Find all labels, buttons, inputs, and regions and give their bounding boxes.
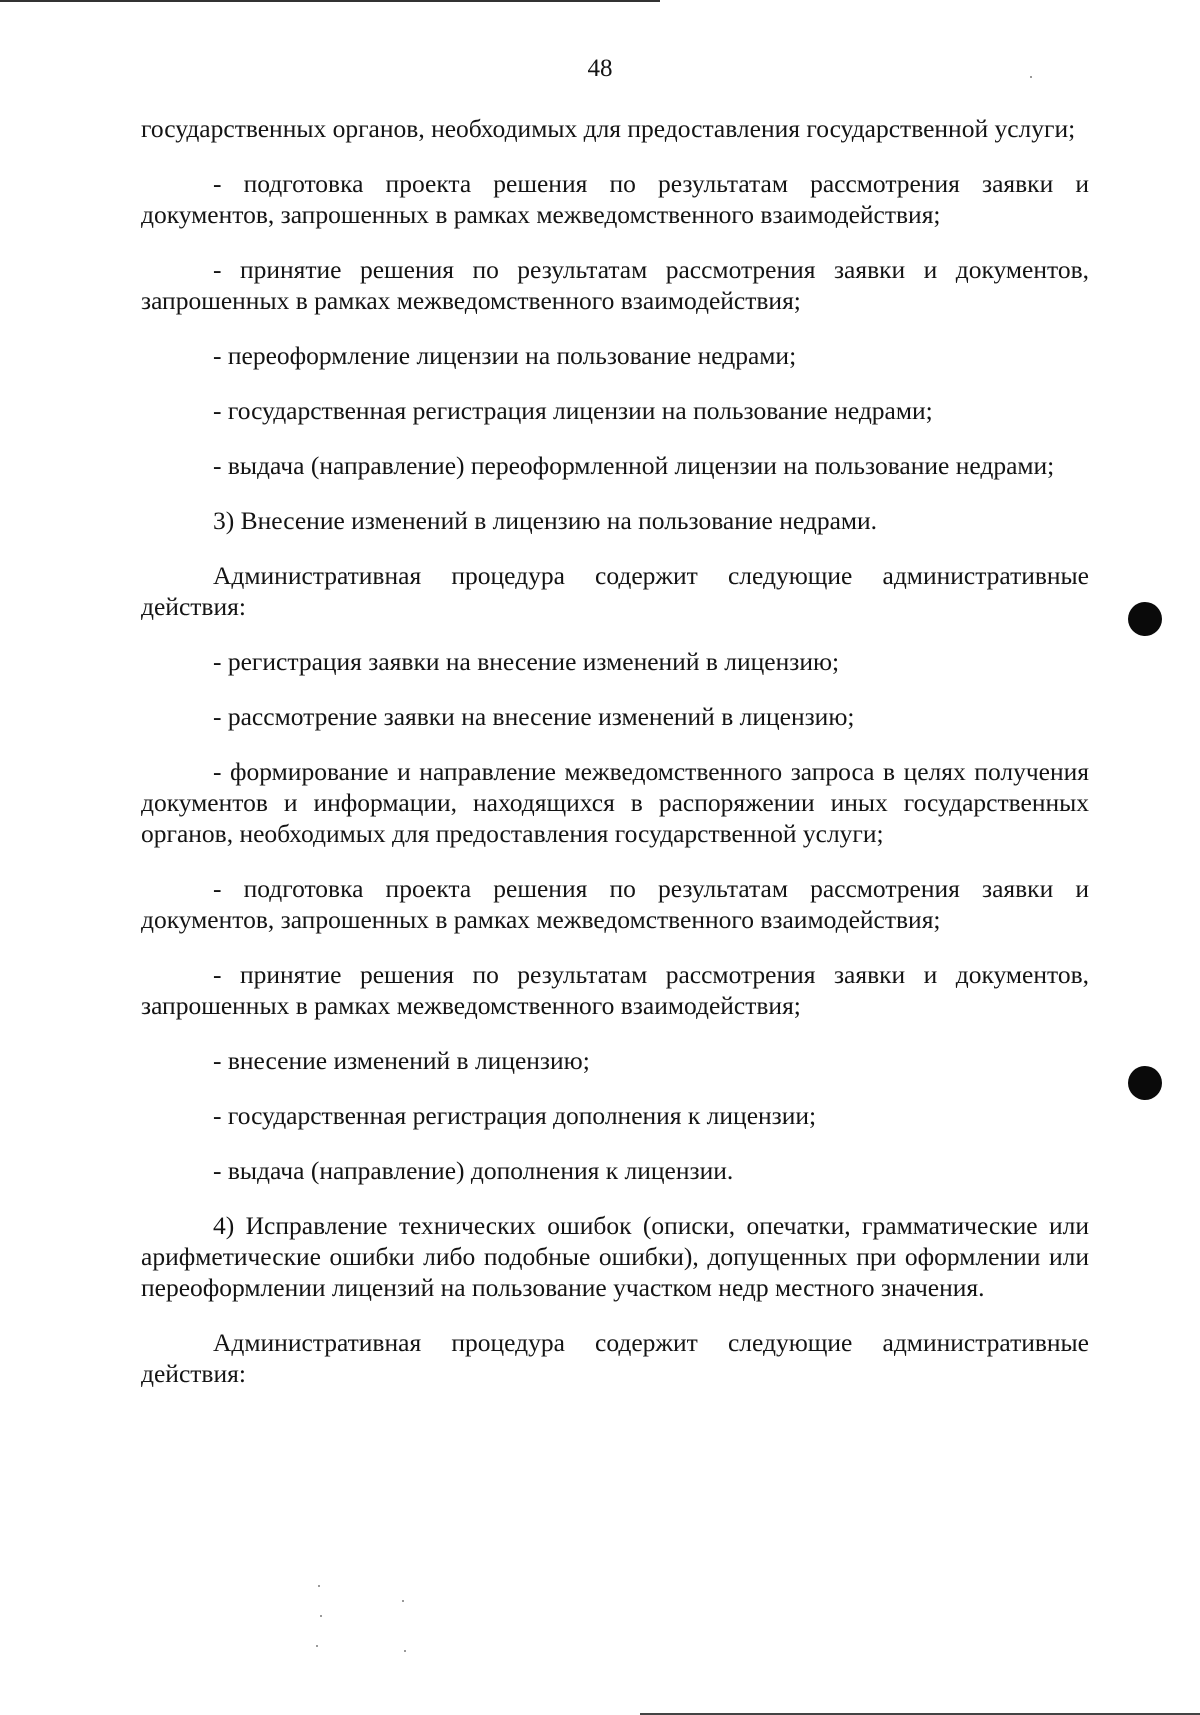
paragraph: - регистрация заявки на внесение изменений в лицензию; (213, 647, 840, 676)
scan-speck (318, 1585, 320, 1587)
page-number: 48 (587, 55, 613, 82)
paragraph: - выдача (направление) переоформленной лицензии на пользование недрами; (213, 451, 1055, 480)
punch-hole (1128, 1066, 1162, 1100)
paragraph: - подготовка проекта решения по результатам рассмотрения заявки и документов, запрошенных в рамках межведомственного взаимодействия; (141, 874, 1089, 934)
paragraph: - рассмотрение заявки на внесение изменений в лицензию; (213, 702, 855, 731)
punch-hole (1128, 602, 1162, 636)
scan-speck (1030, 76, 1032, 78)
section-heading-paragraph: 4) Исправление технических ошибок (описки, опечатки, грамматические или арифметические ошибки либо подобные ошибки), допущенных при оформлении или переоформлении лицензий на пользование участком недр местного значения. (141, 1211, 1089, 1302)
paragraph: - государственная регистрация дополнения к лицензии; (213, 1101, 817, 1130)
paragraph: - подготовка проекта решения по результатам рассмотрения заявки и документов, запрошенных в рамках межведомственного взаимодействия; (141, 169, 1089, 229)
scan-speck (320, 1615, 322, 1617)
paragraph: - формирование и направление межведомственного запроса в целях получения документов и информации, находящихся в распоряжении иных государственных органов, необходимых для предоставления государственной услуги; (141, 757, 1089, 848)
paragraph: - принятие решения по результатам рассмотрения заявки и документов, запрошенных в рамках межведомственного взаимодействия; (141, 960, 1089, 1020)
paragraph: государственных органов, необходимых для предоставления государственной услуги; (141, 114, 1076, 143)
scan-edge-top (0, 0, 660, 2)
paragraph: - выдача (направление) дополнения к лицензии. (213, 1156, 734, 1185)
scan-speck (402, 1600, 404, 1602)
paragraph: - государственная регистрация лицензии на пользование недрами; (213, 396, 933, 425)
scan-speck (404, 1650, 406, 1652)
paragraph: - внесение изменений в лицензию; (213, 1046, 590, 1075)
scan-speck (316, 1645, 318, 1647)
paragraph: - переоформление лицензии на пользование недрами; (213, 341, 797, 370)
paragraph: Административная процедура содержит следующие административные действия: (141, 561, 1089, 621)
document-body (141, 113, 1089, 1413)
paragraph: Административная процедура содержит следующие административные действия: (141, 1328, 1089, 1388)
paragraph: - принятие решения по результатам рассмотрения заявки и документов, запрошенных в рамках межведомственного взаимодействия; (141, 255, 1089, 315)
section-heading-paragraph: 3) Внесение изменений в лицензию на пользование недрами. (213, 506, 878, 535)
